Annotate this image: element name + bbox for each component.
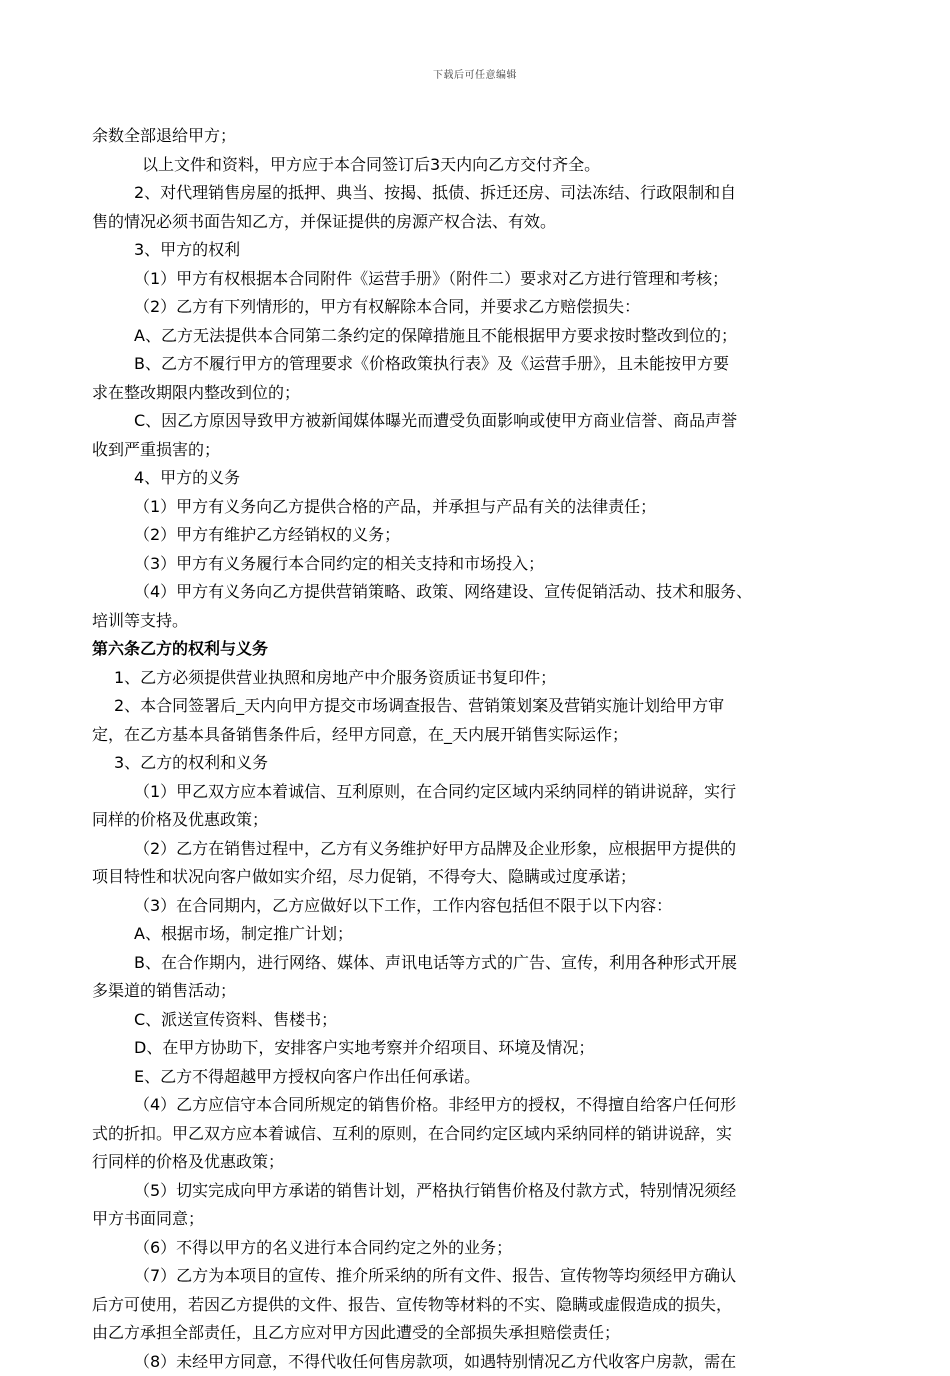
text-line: （3）甲方有义务履行本合同约定的相关支持和市场投入； — [92, 550, 872, 579]
text-line: E、乙方不得超越甲方授权向客户作出任何承诺。 — [92, 1063, 872, 1092]
text-line: （6）不得以甲方的名义进行本合同约定之外的业务； — [92, 1234, 872, 1263]
text-line: D、在甲方协助下，安排客户实地考察并介绍项目、环境及情况； — [92, 1034, 872, 1063]
text-line: 同样的价格及优惠政策； — [92, 806, 872, 835]
text-line: B、乙方不履行甲方的管理要求《价格政策执行表》及《运营手册》，且未能按甲方要 — [92, 350, 872, 379]
text-line: （2）乙方在销售过程中，乙方有义务维护好甲方品牌及企业形象，应根据甲方提供的 — [92, 835, 872, 864]
text-line: 定，在乙方基本具备销售条件后，经甲方同意，在_天内展开销售实际运作； — [92, 721, 872, 750]
text-line: 式的折扣。甲乙双方应本着诚信、互利的原则，在合同约定区域内采纳同样的销讲说辞，实 — [92, 1120, 872, 1149]
text-line: （2）甲方有维护乙方经销权的义务； — [92, 521, 872, 550]
text-line: 2、对代理销售房屋的抵押、典当、按揭、抵债、拆迁还房、司法冻结、行政限制和自 — [92, 179, 872, 208]
text-line: 行同样的价格及优惠政策； — [92, 1148, 872, 1177]
text-line: 3、乙方的权利和义务 — [92, 749, 872, 778]
text-line: 1、乙方必须提供营业执照和房地产中介服务资质证书复印件； — [92, 664, 872, 693]
text-line: （2）乙方有下列情形的，甲方有权解除本合同，并要求乙方赔偿损失： — [92, 293, 872, 322]
text-line: （7）乙方为本项目的宣传、推介所采纳的所有文件、报告、宣传物等均须经甲方确认 — [92, 1262, 872, 1291]
text-line: A、乙方无法提供本合同第二条约定的保障措施且不能根据甲方要求按时整改到位的； — [92, 322, 872, 351]
text-line: 项目特性和状况向客户做如实介绍，尽力促销，不得夸大、隐瞒或过度承诺； — [92, 863, 872, 892]
text-line: C、因乙方原因导致甲方被新闻媒体曝光而遭受负面影响或使甲方商业信誉、商品声誉 — [92, 407, 872, 436]
text-line: （8）未经甲方同意，不得代收任何售房款项，如遇特别情况乙方代收客户房款，需在 — [92, 1348, 872, 1376]
text-line: （1）甲方有义务向乙方提供合格的产品，并承担与产品有关的法律责任； — [92, 493, 872, 522]
text-line: （1）甲方有权根据本合同附件《运营手册》（附件二）要求对乙方进行管理和考核； — [92, 265, 872, 294]
text-line: 余数全部退给甲方； — [92, 122, 872, 151]
text-line: 后方可使用，若因乙方提供的文件、报告、宣传物等材料的不实、隐瞒或虚假造成的损失， — [92, 1291, 872, 1320]
text-line: B、在合作期内，进行网络、媒体、声讯电话等方式的广告、宣传，利用各种形式开展 — [92, 949, 872, 978]
text-line: （4）乙方应信守本合同所规定的销售价格。非经甲方的授权，不得擅自给客户任何形 — [92, 1091, 872, 1120]
text-line: （5）切实完成向甲方承诺的销售计划，严格执行销售价格及付款方式，特别情况须经 — [92, 1177, 872, 1206]
text-line: （3）在合同期内，乙方应做好以下工作，工作内容包括但不限于以下内容： — [92, 892, 872, 921]
text-line: 以上文件和资料，甲方应于本合同签订后3天内向乙方交付齐全。 — [92, 151, 872, 180]
document-body — [92, 122, 872, 1376]
text-line: （4）甲方有义务向乙方提供营销策略、政策、网络建设、宣传促销活动、技术和服务、 — [92, 578, 872, 607]
text-line: 由乙方承担全部责任，且乙方应对甲方因此遭受的全部损失承担赔偿责任； — [92, 1319, 872, 1348]
text-line: （1）甲乙双方应本着诚信、互利原则，在合同约定区域内采纳同样的销讲说辞，实行 — [92, 778, 872, 807]
text-line: 培训等支持。 — [92, 607, 872, 636]
text-line: 4、甲方的义务 — [92, 464, 872, 493]
text-line: 售的情况必须书面告知乙方，并保证提供的房源产权合法、有效。 — [92, 208, 872, 237]
section-heading: 第六条乙方的权利与义务 — [92, 635, 872, 664]
text-line: 求在整改期限内整改到位的； — [92, 379, 872, 408]
text-line: 3、甲方的权利 — [92, 236, 872, 265]
text-line: 收到严重损害的； — [92, 436, 872, 465]
text-line: A、根据市场，制定推广计划； — [92, 920, 872, 949]
text-line: C、派送宣传资料、售楼书； — [92, 1006, 872, 1035]
text-line: 甲方书面同意； — [92, 1205, 872, 1234]
page-header: 下载后可任意编辑 — [0, 66, 950, 81]
text-line: 多渠道的销售活动； — [92, 977, 872, 1006]
text-line: 2、本合同签署后_天内向甲方提交市场调查报告、营销策划案及营销实施计划给甲方审 — [92, 692, 872, 721]
